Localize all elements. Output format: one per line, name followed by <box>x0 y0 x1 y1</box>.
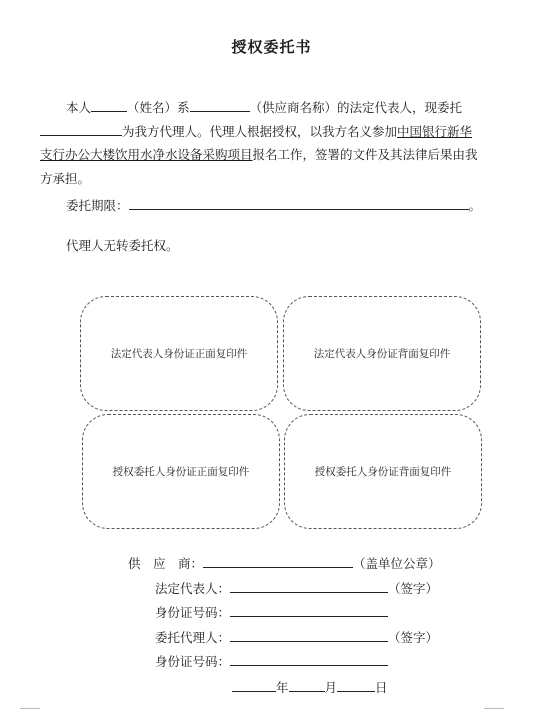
agent-label: 委托代理人： <box>155 630 231 645</box>
agent-id-back-box <box>284 414 482 529</box>
text-legal-rep: （供应商名称）的法定代表人，现委托 <box>249 100 463 115</box>
agent-id-front-box <box>82 414 280 529</box>
legal-rep-id-back-box <box>283 296 481 411</box>
id-number-row-2 <box>155 652 388 670</box>
text-self: 本人 <box>66 100 92 115</box>
legal-rep-blank[interactable] <box>230 579 388 593</box>
agent-row <box>155 628 438 646</box>
name-blank[interactable] <box>91 98 127 112</box>
text-name-is: （姓名）系 <box>127 100 190 115</box>
legal-rep-label: 法定代表人： <box>155 581 231 596</box>
supplier-row <box>128 554 441 572</box>
day-label: 日 <box>375 680 388 695</box>
legal-rep-id-front-label: 法定代表人身份证正面复印件 <box>110 348 248 360</box>
agent-id-back-label: 授权委托人身份证背面复印件 <box>314 466 452 478</box>
legal-rep-id-front-box <box>80 296 278 411</box>
supplier-note: （盖单位公章） <box>353 556 441 571</box>
legal-rep-row <box>155 579 438 597</box>
supplier-name-blank[interactable] <box>190 98 250 112</box>
id-number-label-1: 身份证号码： <box>155 605 231 620</box>
id-number-blank-1[interactable] <box>230 603 388 617</box>
id-number-label-2: 身份证号码： <box>155 654 231 669</box>
term-label: 委托期限： <box>66 198 129 213</box>
day-blank[interactable] <box>337 678 375 692</box>
agent-note: （签字） <box>388 630 439 645</box>
supplier-label: 供 应 商： <box>128 556 204 571</box>
document-title: 授权委托书 <box>231 38 312 56</box>
legal-rep-note: （签字） <box>388 581 439 596</box>
agent-blank[interactable] <box>230 628 388 642</box>
no-transfer-line: 代理人无转委托权。 <box>66 238 179 253</box>
supplier-blank[interactable] <box>203 554 353 568</box>
page-corner-mark-right <box>484 708 504 709</box>
text-bear: 方承担。 <box>40 171 91 186</box>
month-blank[interactable] <box>289 678 325 692</box>
month-label: 月 <box>324 680 338 695</box>
id-number-blank-2[interactable] <box>230 652 388 666</box>
year-blank[interactable] <box>232 678 276 692</box>
project-name-part-2: 支行办公大楼饮用水净水设备采购项目 <box>40 147 253 162</box>
page-corner-mark-left <box>20 708 40 709</box>
term-blank[interactable] <box>129 196 469 210</box>
id-number-row-1 <box>155 603 388 621</box>
project-name-part-1: 中国银行新华 <box>397 124 473 139</box>
agent-name-blank[interactable] <box>40 122 122 136</box>
paragraph-line-3 <box>40 147 478 163</box>
paragraph-line-2 <box>40 122 472 140</box>
date-row <box>232 678 388 696</box>
paragraph-line-4 <box>40 171 90 187</box>
agent-id-front-label: 授权委托人身份证正面复印件 <box>112 466 250 478</box>
paragraph-line-1 <box>66 98 462 116</box>
text-agent-auth: 为我方代理人。代理人根据授权，以我方名义参加 <box>122 124 398 139</box>
text-register-work: 报名工作，签署的文件及其法律后果由我 <box>252 147 478 162</box>
term-end: 。 <box>468 198 482 213</box>
year-label: 年 <box>276 680 289 695</box>
legal-rep-id-back-label: 法定代表人身份证背面复印件 <box>313 348 451 360</box>
term-line <box>66 196 481 214</box>
